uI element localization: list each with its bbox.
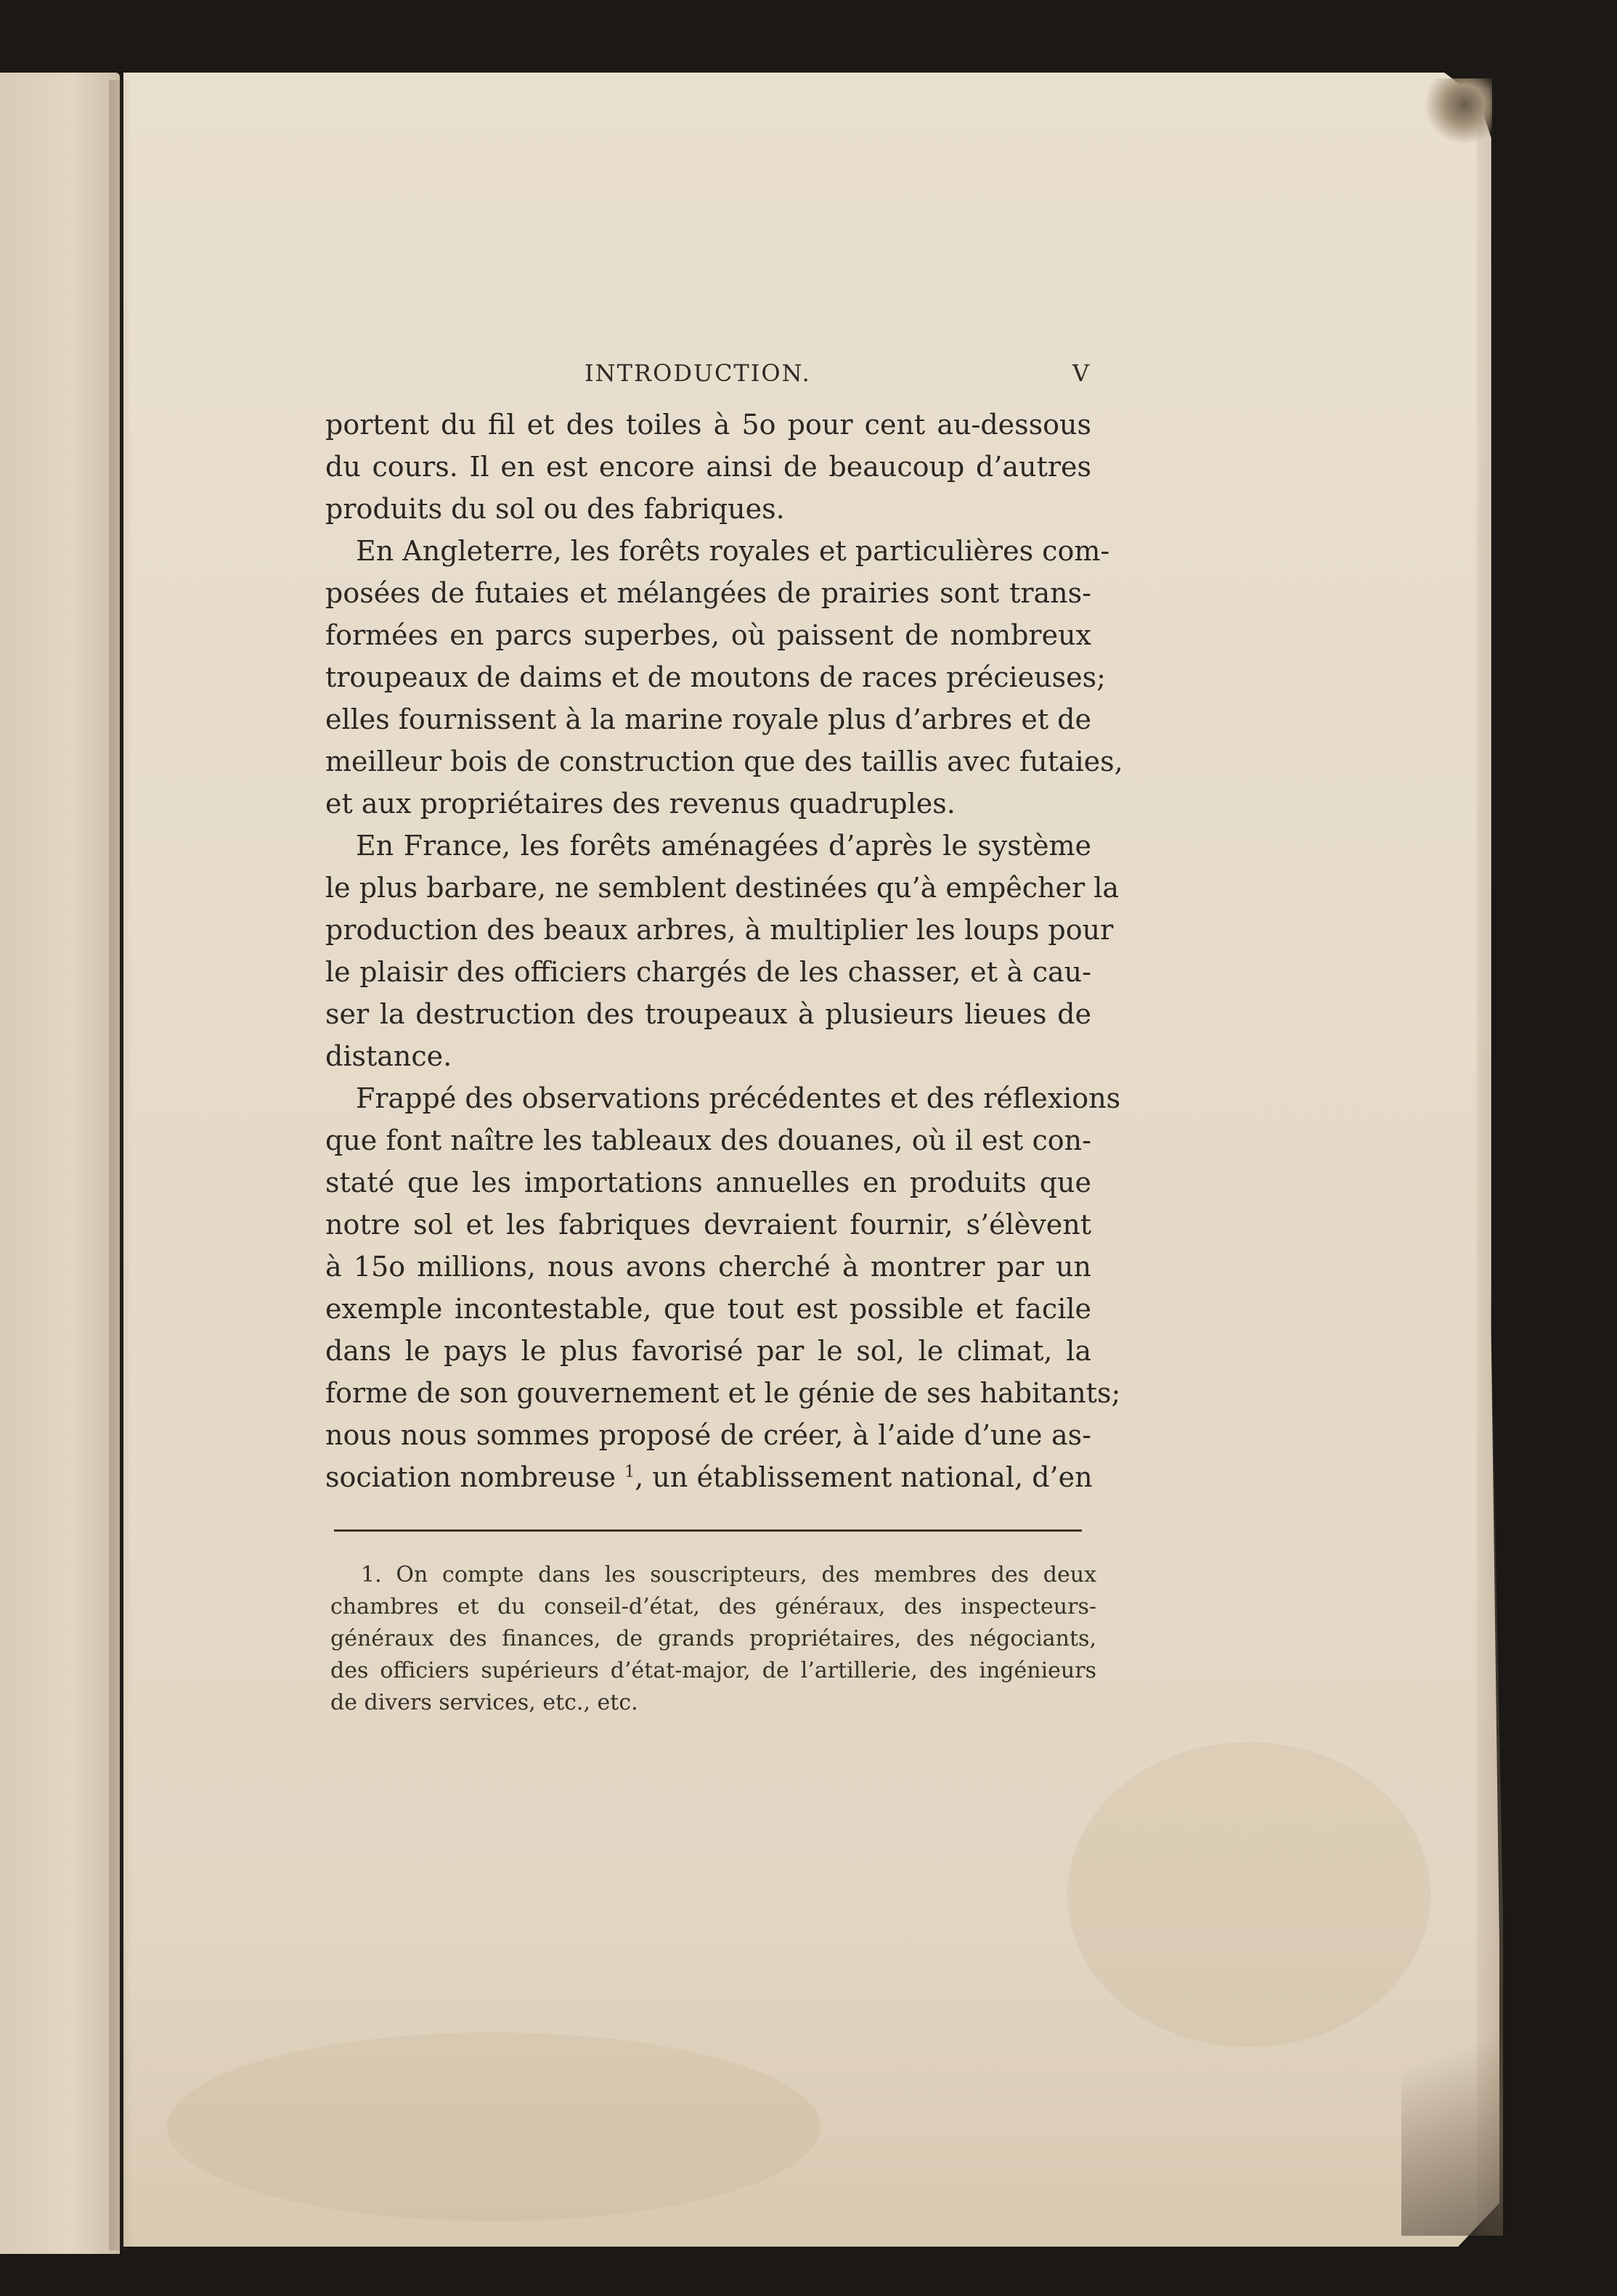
text-line: posées de futaies et mélangées de prairies sont trans-: [325, 577, 1091, 609]
text-line: ser la destruction des troupeaux à plusieurs lieues de: [325, 998, 1091, 1030]
footnote-line: de divers services, etc., etc.: [330, 1690, 638, 1715]
text-line: dans le pays le plus favorisé par le sol, le climat, la: [325, 1335, 1091, 1367]
text-line: staté que les importations annuelles en produits que: [325, 1167, 1091, 1198]
footnote-line: des officiers supérieurs d’état-major, de l’artillerie, des ingénieurs: [330, 1658, 1096, 1683]
running-head: [323, 359, 1089, 396]
text-line: En Angleterre, les forêts royales et particulières com-: [356, 535, 1110, 567]
paper-stain: [167, 2033, 820, 2221]
text-segment: ,: [635, 1461, 653, 1493]
book-gutter: [109, 80, 131, 2250]
frayed-corner: [1423, 78, 1492, 144]
text-line: et aux propriétaires des revenus quadruples.: [325, 788, 956, 820]
text-line: produits du sol ou des fabriques.: [325, 493, 785, 525]
running-title: INTRODUCTION.: [585, 359, 811, 387]
text-line: En France, les forêts aménagées d’après le système: [356, 830, 1091, 862]
text-line: exemple incontestable, que tout est possible et facile: [325, 1293, 1091, 1325]
text-line-with-footnote-ref: [325, 1456, 1091, 1498]
left-page-edge: [0, 73, 120, 2254]
text-line: formées en parcs superbes, où paissent de nombreux: [325, 619, 1091, 651]
text-line: nous nous sommes proposé de créer, à l’aide d’une as-: [325, 1419, 1091, 1451]
footnote: [330, 1559, 1096, 1719]
text-line: elles fournissent à la marine royale plus d’arbres et de: [325, 703, 1091, 735]
footnote-line: chambres et du conseil-d’état, des généraux, des inspecteurs-: [330, 1594, 1096, 1619]
footnote-line: généraux des finances, de grands propriétaires, des négociants,: [330, 1626, 1096, 1651]
text-line: que font naître les tableaux des douanes, où il est con-: [325, 1124, 1091, 1156]
text-line: à 15o millions, nous avons cherché à montrer par un: [325, 1251, 1091, 1283]
footnote-reference: 1: [624, 1463, 635, 1482]
paper-stain: [1067, 1742, 1430, 2047]
text-segment: un établissement national, d’en: [652, 1461, 1093, 1493]
text-line: du cours. Il en est encore ainsi de beaucoup d’autres: [325, 451, 1091, 483]
text-line: Frappé des observations précédentes et des réflexions: [356, 1082, 1121, 1114]
text-line: forme de son gouvernement et le génie de ses habitants;: [325, 1377, 1121, 1409]
frayed-edge: [1401, 2018, 1503, 2236]
text-line: meilleur bois de construction que des taillis avec futaies,: [325, 745, 1123, 777]
text-line: distance.: [325, 1040, 452, 1072]
text-line: le plaisir des officiers chargés de les chasser, et à cau-: [325, 956, 1091, 988]
text-segment: sociation nombreuse: [325, 1461, 616, 1493]
text-line: production des beaux arbres, à multiplier les loups pour: [325, 914, 1114, 946]
text-line: troupeaux de daims et de moutons de races précieuses;: [325, 661, 1106, 693]
page-number: V: [1072, 359, 1089, 387]
body-text: [325, 404, 1123, 1498]
footnote-line: 1. On compte dans les souscripteurs, des membres des deux: [361, 1562, 1096, 1588]
text-line: portent du fil et des toiles à 5o pour cent au-dessous: [325, 409, 1091, 441]
text-line: le plus barbare, ne semblent destinées qu’à empêcher la: [325, 872, 1120, 904]
footnote-rule: [334, 1529, 1082, 1532]
text-line: notre sol et les fabriques devraient fournir, s’élèvent: [325, 1209, 1091, 1241]
